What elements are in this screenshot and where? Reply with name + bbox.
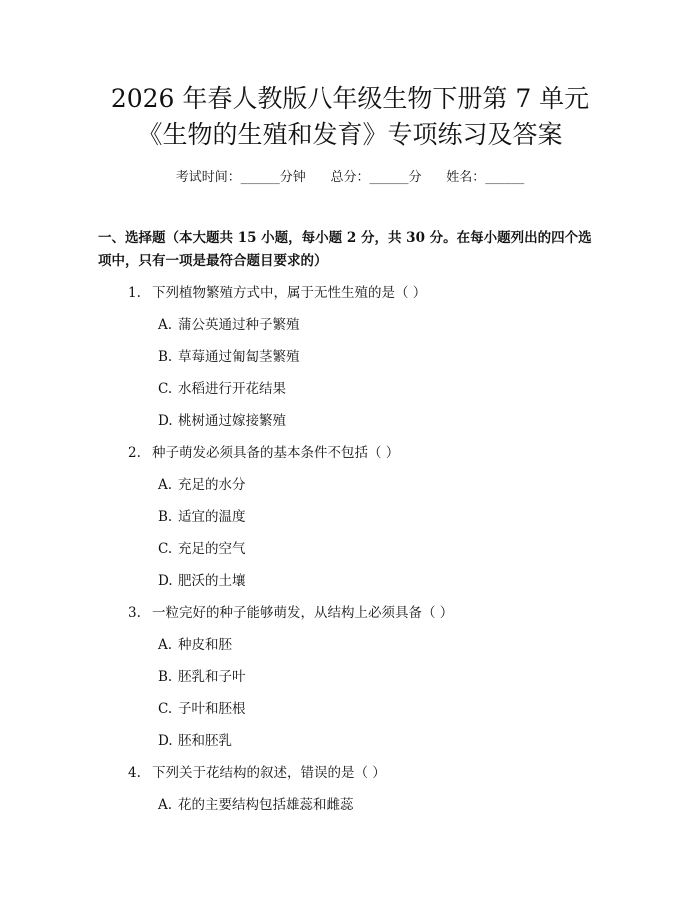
option-letter: B. — [158, 509, 173, 525]
option-letter: D. — [158, 413, 173, 429]
q1-option-d — [158, 410, 286, 432]
option-text: 子叶和胚根 — [178, 701, 246, 717]
option-text: 充足的水分 — [178, 477, 246, 493]
document-title-line-1: 2026 年春人教版八年级生物下册第 7 单元 — [110, 84, 590, 113]
question-number: 4. — [128, 765, 141, 781]
option-letter: B. — [158, 669, 173, 685]
option-letter: D. — [158, 733, 173, 749]
q3-option-c — [158, 698, 246, 720]
question-2 — [128, 442, 399, 464]
question-3 — [128, 602, 453, 624]
option-letter: D. — [158, 573, 173, 589]
q3-option-b — [158, 666, 246, 688]
option-text: 胚和胚乳 — [178, 733, 232, 749]
option-text: 水稻进行开花结果 — [178, 381, 286, 397]
option-letter: A. — [158, 637, 173, 653]
option-letter: B. — [158, 349, 173, 365]
question-text: 下列关于花结构的叙述，错误的是（ ） — [152, 765, 386, 781]
section-heading-line-1: 一、选择题（本大题共 15 小题，每小题 2 分，共 30 分。在每小题列出的四个选 — [98, 230, 592, 246]
question-text: 下列植物繁殖方式中，属于无性生殖的是（ ） — [152, 285, 427, 301]
option-text: 肥沃的土壤 — [178, 573, 246, 589]
option-text: 蒲公英通过种子繁殖 — [178, 317, 300, 333]
option-text: 胚乳和子叶 — [178, 669, 246, 685]
option-text: 适宜的温度 — [178, 509, 246, 525]
question-1 — [128, 282, 426, 304]
document-title-line-2: 《生物的生殖和发育》专项练习及答案 — [137, 120, 563, 149]
exam-info-line: 考试时间：______分钟 总分：______分 姓名：______ — [175, 170, 525, 185]
question-number: 1. — [128, 285, 141, 301]
option-letter: C. — [158, 701, 173, 717]
q1-option-a — [158, 314, 300, 336]
question-number: 2. — [128, 445, 141, 461]
question-text: 种子萌发必须具备的基本条件不包括（ ） — [152, 445, 400, 461]
q3-option-a — [158, 634, 232, 656]
q2-option-a — [158, 474, 246, 496]
q2-option-c — [158, 538, 246, 560]
q4-option-a — [158, 794, 354, 816]
q2-option-d — [158, 570, 246, 592]
option-letter: C. — [158, 381, 173, 397]
question-4 — [128, 762, 386, 784]
option-letter: A. — [158, 317, 173, 333]
q1-option-b — [158, 346, 300, 368]
question-number: 3. — [128, 605, 141, 621]
option-text: 草莓通过匍匐茎繁殖 — [178, 349, 300, 365]
q2-option-b — [158, 506, 246, 528]
option-text: 种皮和胚 — [178, 637, 232, 653]
q1-option-c — [158, 378, 286, 400]
option-text: 桃树通过嫁接繁殖 — [178, 413, 286, 429]
option-letter: A. — [158, 797, 173, 813]
option-text: 花的主要结构包括雄蕊和雌蕊 — [178, 797, 354, 813]
q3-option-d — [158, 730, 232, 752]
option-text: 充足的空气 — [178, 541, 246, 557]
option-letter: C. — [158, 541, 173, 557]
option-letter: A. — [158, 477, 173, 493]
section-heading-line-2: 项中，只有一项是最符合题目要求的） — [98, 253, 328, 269]
question-text: 一粒完好的种子能够萌发，从结构上必须具备（ ） — [152, 605, 454, 621]
